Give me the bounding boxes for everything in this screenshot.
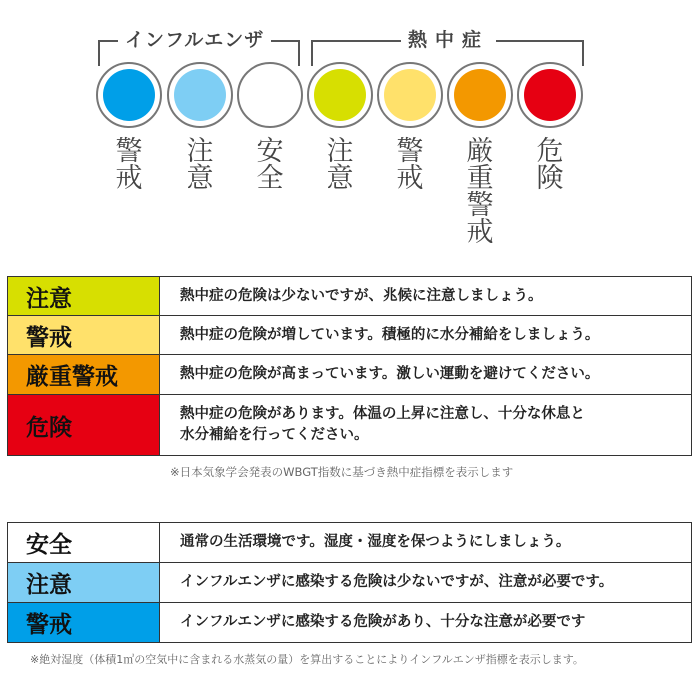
label-char: 重 <box>466 163 494 194</box>
description-cell: 熱中症の危険は少ないですが、兆候に注意しましょう。 <box>160 277 691 315</box>
influenza-group-title: インフルエンザ <box>118 29 271 51</box>
label-char: 警 <box>396 136 424 167</box>
table-row <box>8 316 691 355</box>
description-cell: インフルエンザに感染する危険は少ないですが、注意が必要です。 <box>160 563 691 602</box>
level-cell: 厳重警戒 <box>8 355 160 394</box>
level-cell: 注意 <box>8 277 160 315</box>
legend-circle-influenza-warning <box>96 62 162 128</box>
description-cell: 熱中症の危険が増しています。積極的に水分補給をしましょう。 <box>160 316 691 354</box>
legend-circle-heat-warning <box>377 62 443 128</box>
level-cell: 注意 <box>8 563 160 602</box>
label-char: 戒 <box>466 217 494 248</box>
heatstroke-table <box>7 276 692 456</box>
label-char: 警 <box>466 190 494 221</box>
level-cell: 危険 <box>8 395 160 455</box>
description-cell: 熱中症の危険があります。体温の上昇に注意し、十分な休息と 水分補給を行ってください。 <box>160 395 691 455</box>
legend-circle-heat-severe-warning <box>447 62 513 128</box>
label-char: 意 <box>186 163 214 194</box>
table-row <box>8 563 691 603</box>
label-char: 安 <box>256 136 284 167</box>
label-char: 険 <box>536 163 564 194</box>
level-cell: 警戒 <box>8 316 160 354</box>
label-char: 意 <box>326 163 354 194</box>
heatstroke-group-title: 熱中症 <box>401 29 496 51</box>
legend-label-heat-caution <box>307 138 373 192</box>
legend-label-influenza-caution <box>167 138 233 192</box>
legend-label-safe <box>237 138 303 192</box>
label-char: 注 <box>186 136 214 167</box>
table-row <box>8 523 691 563</box>
label-char: 厳 <box>466 136 494 167</box>
legend-circle-heat-caution <box>307 62 373 128</box>
table-row <box>8 603 691 643</box>
label-char: 戒 <box>396 163 424 194</box>
legend-circle-safe <box>237 62 303 128</box>
label-char: 警 <box>115 136 143 167</box>
legend-circle-influenza-caution <box>167 62 233 128</box>
legend-circle-heat-danger <box>517 62 583 128</box>
legend-label-heat-severe-warning <box>447 138 513 246</box>
influenza-table <box>7 522 692 643</box>
legend-label-heat-warning <box>377 138 443 192</box>
table-row <box>8 355 691 395</box>
legend-label-influenza-warning <box>96 138 162 192</box>
heatstroke-footnote: ※日本気象学会発表のWBGT指数に基づき熱中症指標を表示します <box>170 465 514 479</box>
table-row <box>8 395 691 456</box>
influenza-footnote: ※絶対湿度（体積1㎥の空気中に含まれる水蒸気の量）を算出することによりインフルエンザ指標を表示します。 <box>30 653 584 666</box>
label-char: 注 <box>326 136 354 167</box>
table-row <box>8 277 691 316</box>
level-cell: 安全 <box>8 523 160 562</box>
description-cell: インフルエンザに感染する危険があり、十分な注意が必要です <box>160 603 691 642</box>
label-char: 危 <box>536 136 564 167</box>
label-char: 戒 <box>115 163 143 194</box>
legend-label-heat-danger <box>517 138 583 192</box>
description-cell: 熱中症の危険が高まっています。激しい運動を避けてください。 <box>160 355 691 394</box>
label-char: 全 <box>256 163 284 194</box>
level-cell: 警戒 <box>8 603 160 642</box>
description-cell: 通常の生活環境です。湿度・湿度を保つようにしましょう。 <box>160 523 691 562</box>
